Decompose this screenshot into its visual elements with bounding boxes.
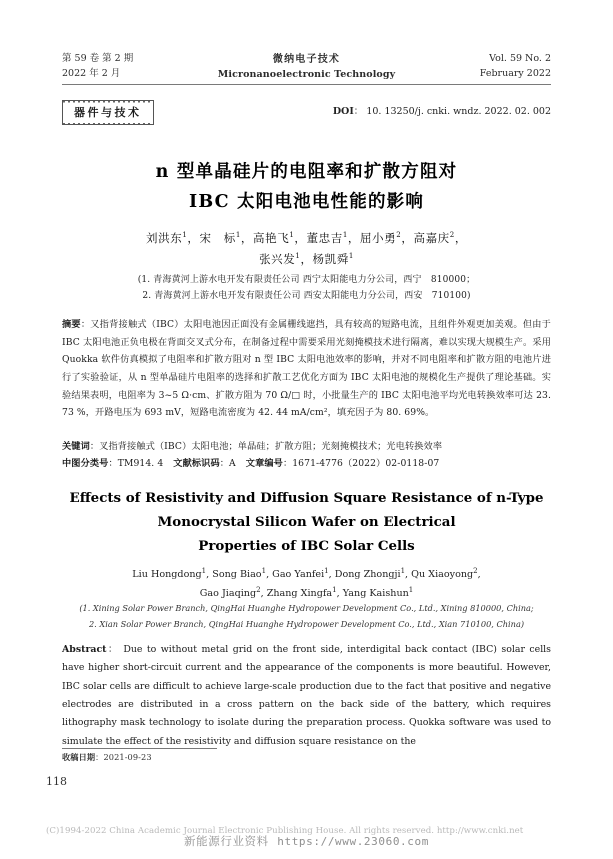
- author-affil-marker: 1: [289, 231, 295, 240]
- abstract-cn-text: 又指背接触式（IBC）太阳电池因正面没有金属栅线遮挡，具有较高的短路电流，且组件外观更加美观。但由于 IBC 太阳电池正负电极在背面交叉式分布，在制备过程中需要采用光刻掩模技术进行隔离，难以实现大规模生产。采用 Quokka 软件仿真模拟了电阻率和扩散方阻对 n 型 IBC 太阳电池效率的影响，并对不同电阻率和扩散方阻的电池片进行了实验验证，从 n 型单晶硅片电阻率的选择和扩散工艺优化方面为 IBC 太阳电池的规模化生产提供了理论基础。实验结果表明，电阻率为 3~5 Ω·cm、扩散方阻为 70 Ω/□ 时，小批量生产的 IBC 太阳电池平均光电转换效率可达 23. 73 %，开路电压为 693 mV，短路电流密度为 42. 44 mA/cm²，填充因子为 80. 69%。: [62, 319, 551, 419]
- section-category-badge: 器件与技术: [62, 100, 154, 125]
- article-id-value: 1671-4776（2022）02-0118-07: [292, 458, 440, 469]
- clc-label: 中图分类号: [62, 458, 109, 469]
- author-affil-marker: 1: [295, 252, 301, 261]
- affiliation-cn-2: 2. 青海黄河上游水电开发有限责任公司 西安太阳能电力分公司，西安 710100): [142, 291, 471, 302]
- author-name-en: Dong Zhongji: [334, 569, 401, 581]
- abstract-cn-label: 摘要: [62, 319, 81, 330]
- abstract-en: [62, 641, 551, 751]
- page-title-cn: [62, 157, 551, 217]
- abstract-en-separator: ：: [106, 644, 119, 655]
- authors-cn-line1: 刘洪东$^1$，宋 标$^1$，高艳飞$^1$，董忠吉$^1$，屈小勇$^2$，高嘉庆$^2$，: [146, 231, 467, 245]
- author-affil-marker: 1: [400, 567, 406, 575]
- author-name-en: Gao Yanfei: [272, 569, 325, 581]
- abstract-cn-separator: ：: [80, 319, 91, 330]
- running-head-center: [218, 52, 395, 82]
- author-affil-marker: 1: [332, 586, 337, 595]
- affiliation-en-1: (1. Xining Solar Power Branch, QingHai Huanghe Hydropower Development Co., Ltd., Xining 810000, China;: [79, 603, 534, 613]
- header-divider: [62, 84, 551, 85]
- article-id-label: 文章编号: [245, 458, 283, 469]
- keywords-text: 叉指背接触式（IBC）太阳电池；单晶硅；扩散方阻；光刻掩模技术；光电转换效率: [99, 441, 443, 452]
- author-affil-marker: 1: [408, 586, 414, 595]
- author-name-en: Qu Xiaoyong: [411, 569, 474, 581]
- badge-doi-row: [62, 100, 551, 142]
- issue-date-cn: 2022 年 2 月: [62, 67, 121, 79]
- running-head-right: [480, 52, 551, 81]
- author-affil-marker: 1: [201, 567, 207, 575]
- received-date: [62, 752, 152, 763]
- author-affil-marker: 1: [324, 567, 329, 575]
- title-en-line2: Monocrystal Silicon Wafer on Electrical: [157, 513, 456, 530]
- keywords-separator: ：: [89, 441, 100, 452]
- abstract-en-text: Due to without metal grid on the front side, interdigital back contact (IBC) solar cells have higher short-circuit current and the appearance of the components is more beautiful. However, IBC solar cells are difficult to achieve large-scale production due to the fact that positive and negative electrodes are distributed in a cross pattern on the back side of the battery, which requires lithography mask technology to isolate during the preparation process. Quokka software was used to simulate the effect of the resistivity and diffusion square resistance on the: [62, 644, 551, 747]
- author-affil-marker: 2: [396, 231, 402, 240]
- document-code-value: A: [229, 458, 236, 469]
- author-name-en: Yang Kaishun: [342, 588, 409, 600]
- author-affil-marker: 1: [261, 567, 267, 575]
- issue-date-en: February 2022: [479, 67, 551, 79]
- author-name: 刘洪东: [146, 231, 183, 245]
- volume-issue: 第 59 卷 第 2 期: [62, 53, 134, 64]
- author-affil-marker: 2: [473, 567, 478, 575]
- title-en-line1: Effects of Resistivity and Diffusion Square Resistance of n-Type: [69, 490, 544, 506]
- footnote-divider: [62, 748, 217, 749]
- received-date-label: 收稿日期: [62, 752, 96, 762]
- author-affil-marker: 1: [342, 231, 348, 240]
- classification-row: 中图分类号：TM914. 4 文献标识码：A 文章编号：1671-4776（2022）02-0118-07: [62, 458, 440, 469]
- received-date-separator: ：: [95, 752, 104, 762]
- author-affil-marker: 1: [182, 231, 188, 240]
- author-affil-marker: 1: [235, 231, 241, 240]
- author-name-en: Zhang Xingfa: [266, 588, 333, 600]
- keywords-cn: [62, 438, 551, 455]
- site-watermark-cn: 新能源行业资料: [184, 834, 269, 848]
- author-name-en: Song Biao: [212, 569, 262, 581]
- author-affil-marker: 2: [256, 586, 261, 595]
- doi-separator: ：: [353, 106, 364, 117]
- running-head: [62, 52, 551, 82]
- author-name-en: Gao Jiaqing: [199, 588, 257, 600]
- affiliation-cn-1: (1. 青海黄河上游水电开发有限责任公司 西宁太阳能电力分公司，西宁 810000；: [137, 275, 476, 285]
- abstract-cn: [62, 316, 551, 422]
- author-name-en: Liu Hongdong: [132, 569, 202, 581]
- author-affil-marker: 2: [449, 231, 455, 240]
- authors-cn: [62, 228, 551, 271]
- journal-title-en: Micronanoelectronic Technology: [217, 68, 396, 80]
- page-title-en: [62, 487, 551, 559]
- site-watermark-url: https://www.23060.com: [277, 835, 429, 848]
- author-affil-marker: 1: [348, 252, 354, 261]
- doi-value: 10. 13250/j. cnki. wndz. 2022. 02. 002: [366, 106, 551, 117]
- doi-label: DOI: [332, 106, 354, 117]
- title-en-line3: Properties of IBC Solar Cells: [198, 537, 415, 554]
- author-name: 屈小勇: [359, 231, 397, 245]
- author-name: 张兴发: [259, 252, 296, 267]
- volume-issue-en: Vol. 59 No. 2: [489, 53, 551, 64]
- author-name: 高艳飞: [253, 231, 290, 245]
- title-cn-line2: IBC 太阳电池电性能的影响: [188, 192, 425, 213]
- running-head-left: [62, 52, 133, 81]
- received-date-value: 2021-09-23: [103, 752, 152, 762]
- journal-title-cn: 微纳电子技术: [272, 54, 341, 65]
- title-cn-line1: n 型单晶硅片的电阻率和扩散方阻对: [155, 162, 458, 182]
- clc-value: TM914. 4: [117, 458, 164, 469]
- doi-line: [333, 103, 551, 117]
- author-name: 高嘉庆: [413, 231, 450, 245]
- author-name: 杨凯舜: [312, 252, 349, 267]
- cnki-copyright-watermark: (C)1994-2022 China Academic Journal Electronic Publishing House. All rights reserved. http://www.cnki.net: [46, 826, 524, 836]
- document-code-label: 文献标识码: [173, 458, 220, 469]
- abstract-en-label: Abstract: [62, 644, 107, 655]
- affiliations-cn: [62, 272, 551, 305]
- site-watermark: [0, 833, 613, 849]
- authors-en: [62, 565, 551, 604]
- authors-en-line1: Liu Hongdong$^1$, Song Biao$^1$, Gao Yanfei$^1$, Dong Zhongji$^1$, Qu Xiaoyong$^2$,: [132, 567, 481, 581]
- keywords-label: 关键词: [62, 441, 90, 452]
- affiliations-en: [62, 601, 551, 632]
- author-name: 宋 标: [199, 231, 236, 245]
- author-name: 董忠吉: [306, 231, 343, 245]
- affiliation-en-2: 2. Xian Solar Power Branch, QingHai Huanghe Hydropower Development Co., Ltd., Xian 710100, China): [88, 618, 525, 629]
- authors-cn-line2: 张兴发$^1$，杨凯舜$^1$: [259, 252, 354, 267]
- authors-en-line2: Gao Jiaqing$^2$, Zhang Xingfa$^1$, Yang Kaishun$^1$: [199, 586, 414, 600]
- page-number: 118: [46, 775, 67, 788]
